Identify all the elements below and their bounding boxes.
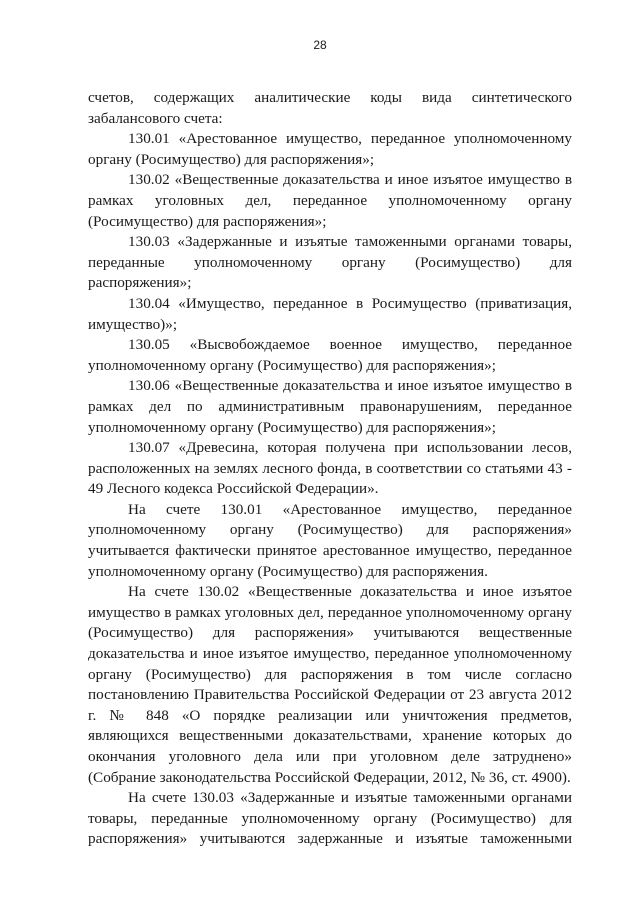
paragraph: 130.06 «Вещественные доказательства и иное изъятое имущество в рамках дел по административным правонарушениям, переданное уполномоченному органу (Росимущество) для распоряжения»; (88, 377, 572, 436)
paragraph: 130.04 «Имущество, переданное в Росимущество (приватизация, имущество)»; (88, 294, 572, 333)
document-body (88, 88, 572, 850)
paragraph: счетов, содержащих аналитические коды вида синтетического забалансового счета: (88, 89, 572, 127)
paragraph: 130.03 «Задержанные и изъятые таможенными органами товары, переданные уполномоченному органу (Росимущество) для распоряжения»; (88, 233, 572, 292)
paragraph: 130.05 «Высвобождаемое военное имущество, переданное уполномоченному органу (Росимущество) для распоряжения»; (88, 336, 572, 374)
paragraph: 130.02 «Вещественные доказательства и иное изъятое имущество в рамках уголовных дел, переданное уполномоченному органу (Росимущество) для распоряжения»; (88, 171, 572, 230)
paragraph: 130.07 «Древесина, которая получена при использовании лесов, расположенных на землях лесного фонда, в соответствии со статьями 43 - 49 Лесного кодекса Российской Федерации». (88, 439, 572, 498)
paragraph: На счете 130.03 «Задержанные и изъятые таможенными органами товары, переданные уполномоченному органу (Росимущество) для распоряжения» учитываются задержанные и изъятые таможенными (88, 789, 572, 848)
paragraph: На счете 130.01 «Арестованное имущество, переданное уполномоченному органу (Росимущество) для распоряжения» учитывается фактически принятое арестованное имущество, переданное уполномоченному органу (Росимущество) для распоряжения. (88, 500, 572, 580)
paragraph: 130.01 «Арестованное имущество, переданное уполномоченному органу (Росимущество) для распоряжения»; (88, 130, 572, 168)
page-number: 28 (313, 38, 327, 52)
paragraph: На счете 130.02 «Вещественные доказательства и иное изъятое имущество в рамках уголовных дел, переданное уполномоченному органу (Росимущество) для распоряжения» учитываются вещественные доказательства и иное изъятое имущество, переданное уполномоченному органу (Росимущество) для распоряжения в том числе согласно постановлению Правительства Российской Федерации от 23 августа 2012 г. № 848 «О порядке реализации или уничтожения предметов, являющихся вещественными доказательствами, хранение которых до окончания уголовного дела или при уголовном деле затруднено» (Собрание законодательства Российской Федерации, 2012, № 36, ст. 4900). (88, 583, 572, 786)
